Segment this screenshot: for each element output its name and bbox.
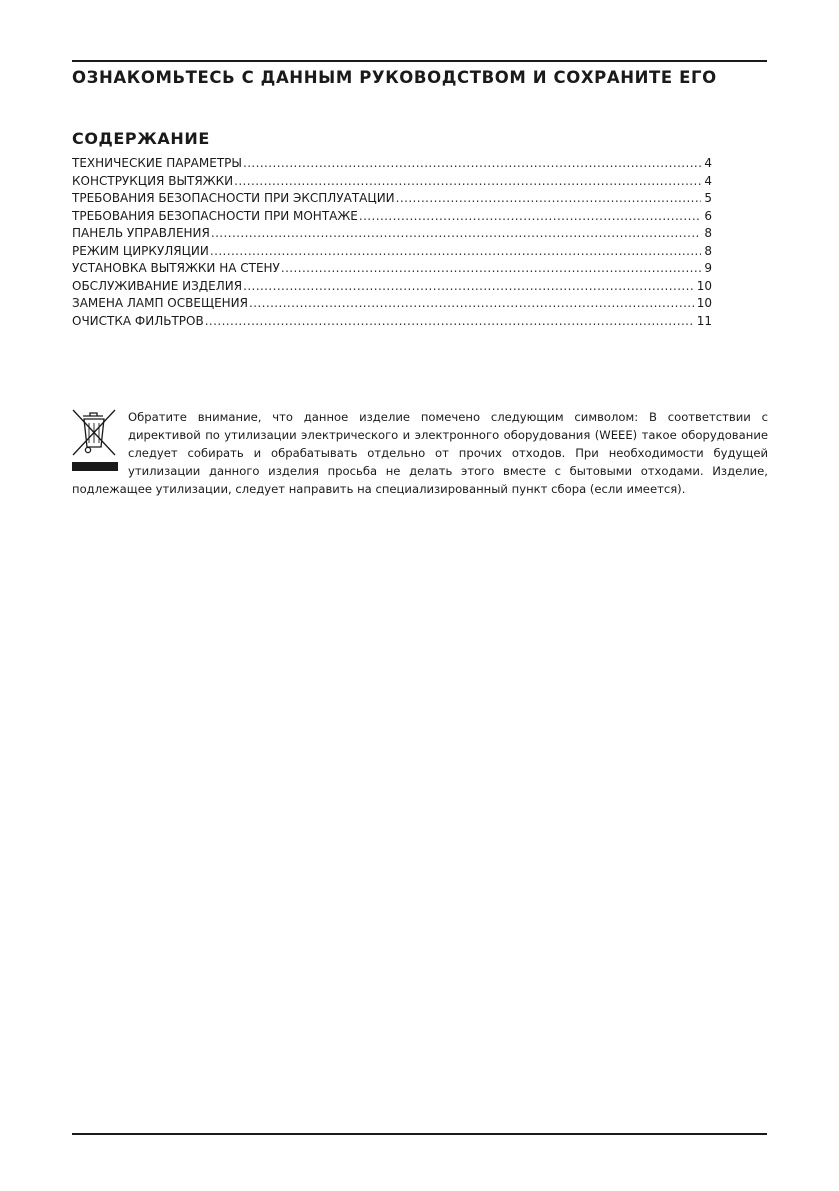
toc-leader-dots	[396, 190, 702, 208]
toc-item[interactable]	[72, 243, 712, 261]
toc-leader-dots	[211, 225, 701, 243]
top-rule	[72, 60, 767, 62]
toc-item-page: 10	[696, 296, 712, 310]
toc-leader-dots	[281, 260, 701, 278]
toc-item-page: 8	[704, 226, 712, 240]
toc-leader-dots	[210, 243, 701, 261]
toc-leader-dots	[359, 208, 701, 226]
toc-leader-dots	[234, 173, 701, 191]
toc-item[interactable]	[72, 173, 712, 191]
toc-item[interactable]	[72, 225, 712, 243]
toc-item-label: КОНСТРУКЦИЯ ВЫТЯЖКИ	[72, 173, 234, 188]
toc-leader-dots	[243, 155, 701, 173]
toc-item[interactable]	[72, 295, 712, 313]
toc-item-page: 10	[696, 278, 712, 293]
toc-item-page: 6	[704, 208, 712, 223]
toc-item[interactable]	[72, 278, 712, 296]
toc-item-label: ТРЕБОВАНИЯ БЕЗОПАСНОСТИ ПРИ ЭКСПЛУАТАЦИИ	[72, 191, 395, 205]
toc-item[interactable]	[72, 313, 712, 331]
bottom-rule	[72, 1133, 767, 1135]
toc-item-page: 9	[704, 261, 712, 275]
toc-item-page: 4	[704, 156, 712, 170]
toc-leader-dots	[249, 295, 694, 313]
toc-leader-dots	[205, 313, 694, 331]
toc-item[interactable]	[72, 190, 712, 208]
toc-leader-dots	[243, 278, 694, 296]
toc-item-label: ОЧИСТКА ФИЛЬТРОВ	[72, 313, 204, 328]
weee-notice	[72, 408, 768, 498]
toc-item-page: 4	[704, 173, 712, 188]
toc-item-page: 11	[696, 313, 712, 328]
toc-item-label: ЗАМЕНА ЛАМП ОСВЕЩЕНИЯ	[72, 296, 248, 310]
toc-item[interactable]	[72, 155, 712, 173]
table-of-contents	[72, 155, 712, 330]
toc-item-label: ТРЕБОВАНИЯ БЕЗОПАСНОСТИ ПРИ МОНТАЖЕ	[72, 208, 358, 223]
page-heading: ОЗНАКОМЬТЕСЬ С ДАННЫМ РУКОВОДСТВОМ И СОХРАНИТЕ ЕГО	[72, 68, 717, 87]
toc-item-label: ОБСЛУЖИВАНИЕ ИЗДЕЛИЯ	[72, 278, 243, 293]
toc-item-page: 8	[704, 243, 712, 258]
toc-item[interactable]	[72, 208, 712, 226]
toc-item[interactable]	[72, 260, 712, 278]
toc-item-label: ПАНЕЛЬ УПРАВЛЕНИЯ	[72, 226, 210, 240]
toc-item-label: УСТАНОВКА ВЫТЯЖКИ НА СТЕНУ	[72, 261, 280, 275]
toc-item-page: 5	[704, 191, 712, 205]
weee-notice-text: Обратите внимание, что данное изделие помечено следующим символом: В соответствии с директивой по утилизации электрического и электронного оборудования (WEEE) такое оборудование следует собирать и обрабатывать отдельно от прочих отходов. При необходимости будущей утилизации данного изделия просьба не делать этого вместе с бытовыми отходами. Изделие, подлежащее утилизации, следует направить на специализированный пункт сбора (если имеется).	[72, 410, 768, 496]
toc-title: СОДЕРЖАНИЕ	[72, 129, 210, 148]
toc-item-label: РЕЖИМ ЦИРКУЛЯЦИИ	[72, 243, 209, 258]
toc-item-label: ТЕХНИЧЕСКИЕ ПАРАМЕТРЫ	[72, 156, 242, 170]
